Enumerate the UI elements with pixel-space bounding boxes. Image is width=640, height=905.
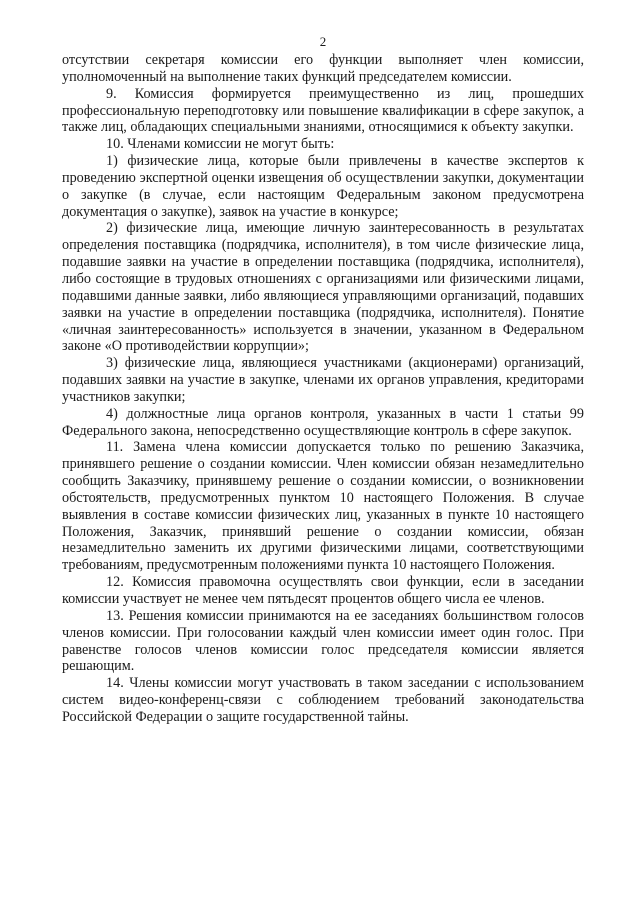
paragraph-9: 9. Комиссия формируется преимущественно из лиц, прошедших профессиональную переподготовку или повышение квалификации в сфере закупок, а также лиц, обладающих специальными знаниями, относящимися к объекту закупки. (62, 85, 584, 136)
paragraph-10-item-4: 4) должностные лица органов контроля, указанных в части 1 статьи 99 Федерального закона, непосредственно осуществляющие контроль в сфере закупок. (62, 405, 584, 439)
paragraph-10-item-3: 3) физические лица, являющиеся участниками (акционерами) организаций, подавших заявки на участие в закупке, членами их органов управления, кредиторами участников закупки; (62, 355, 584, 405)
page-number: 2 (319, 34, 327, 49)
paragraph-10: 10. Членами комиссии не могут быть: (106, 136, 335, 153)
paragraph-14: 14. Члены комиссии могут участвовать в таком заседании с использованием систем видео-конференц-связи с соблюдением требований законодательства Российской Федерации о защите государственной тайны. (62, 675, 584, 725)
paragraph-12: 12. Комиссия правомочна осуществлять свои функции, если в заседании комиссии участвует не менее чем пятьдесят процентов общего числа ее членов. (62, 574, 584, 607)
paragraph-continuation: отсутствии секретаря комиссии его функции выполняет член комиссии, уполномоченный на выполнение таких функций председателем комиссии. (62, 52, 584, 85)
paragraph-10-item-2: 2) физические лица, имеющие личную заинтересованность в результатах определения поставщика (подрядчика, исполнителя), в том числе физические лица, подавшие заявки на участие в определении поставщика (подрядчика, исполнителя), либо состоящие в трудовых отношениях с организациями или физическими лицами, подавшими данные заявки, либо являющиеся управляющими организаций, подавших заявки на участие в определении поставщика (подрядчика, исполнителя). Понятие «личная заинтересованность» используется в значении, указанном в Федеральном законе «О противодействии коррупции»; (62, 220, 584, 355)
paragraph-10-item-1: 1) физические лица, которые были привлечены в качестве экспертов к проведению экспертной оценки извещения об осуществлении закупки, документации о закупке (в случае, если настоящим Федеральным законом предусмотрена документация о закупке), заявок на участие в конкурсе; (62, 153, 584, 220)
document-page (62, 34, 584, 894)
paragraph-13: 13. Решения комиссии принимаются на ее заседаниях большинством голосов членов комиссии. При голосовании каждый член комиссии имеет один голос. При равенстве голосов членов комиссии голос председателя комиссии является решающим. (62, 607, 584, 675)
paragraph-11: 11. Замена члена комиссии допускается только по решению Заказчика, принявшего решение о создании комиссии. Член комиссии обязан незамедлительно сообщить Заказчику, принявшему решение о создании комиссии, о возникновении обстоятельств, предусмотренных пунктом 10 настоящего Положения. В случае выявления в составе комиссии физических лиц, указанных в пункте 10 настоящего Положения, Заказчик, принявший решение о создании комиссии, обязан незамедлительно заменить их другими физическими лицами, соответствующими требованиям, предусмотренным положениями пункта 10 настоящего Положения. (62, 439, 584, 574)
